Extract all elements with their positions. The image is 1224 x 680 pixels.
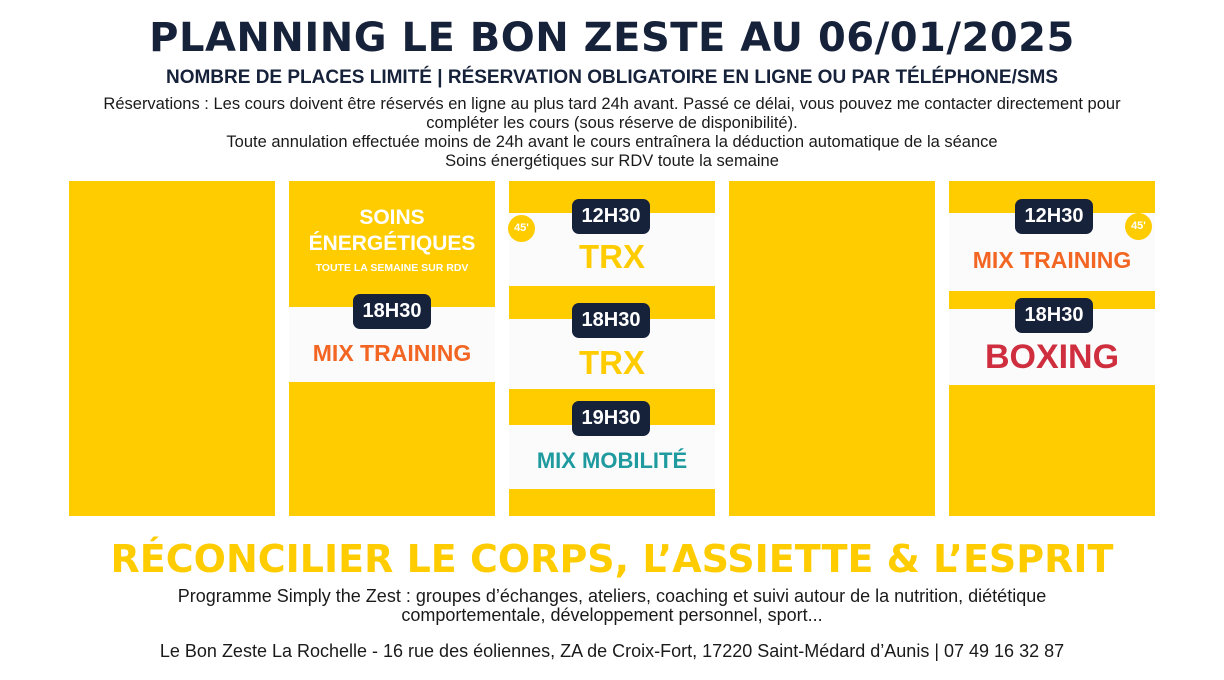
note-line: Toute annulation effectuée moins de 24h avant le cours entraînera la déduction automatique de la séance <box>226 133 998 151</box>
duration-badge: 45' <box>1125 213 1152 240</box>
time-badge: 18H30 <box>353 294 431 329</box>
class-name: MIX TRAINING <box>312 340 472 366</box>
class-name: TRX <box>579 238 645 275</box>
schedule-column-3 <box>509 181 715 516</box>
schedule-column-5 <box>949 181 1155 516</box>
class-name: MIX TRAINING <box>972 247 1132 273</box>
time-badge: 12H30 <box>572 199 650 234</box>
note-line: compléter les cours (sous réserve de disponibilité). <box>426 114 798 132</box>
class-name: MIX MOBILITÉ <box>536 448 688 473</box>
soins-subtitle: TOUTE LA SEMAINE SUR RDV <box>315 262 469 274</box>
note-line: Soins énergétiques sur RDV toute la semaine <box>445 152 779 170</box>
schedule-column-4 <box>729 181 935 516</box>
page-subtitle: NOMBRE DE PLACES LIMITÉ | RÉSERVATION OBLIGATOIRE EN LIGNE OU PAR TÉLÉPHONE/SMS <box>165 67 1059 88</box>
schedule-column-1 <box>69 181 275 516</box>
time-badge: 18H30 <box>1015 298 1093 333</box>
reservation-notes <box>10 95 1214 171</box>
time-badge: 18H30 <box>572 303 650 338</box>
class-name: BOXING <box>984 338 1120 376</box>
duration-badge: 45' <box>508 215 535 242</box>
soins-title: SOINS ÉNERGÉTIQUES <box>308 206 476 255</box>
time-badge: 12H30 <box>1015 199 1093 234</box>
note-line: Réservations : Les cours doivent être réservés en ligne au plus tard 24h avant. Passé ce délai, vous pouvez me contacter directement pour <box>103 95 1121 113</box>
schedule-column-2 <box>289 181 495 516</box>
slogan-headline: RÉCONCILIER LE CORPS, L’ASSIETTE & L’ESPRIT <box>110 537 1114 581</box>
page-title: PLANNING LE BON ZESTE AU 06/01/2025 <box>149 15 1075 61</box>
class-name: TRX <box>579 344 645 381</box>
program-description: Programme Simply the Zest : groupes d’échanges, ateliers, coaching et suivi autour de la nutrition, diététique comportementale, développement personnel, sport... <box>177 586 1047 625</box>
contact-footer: Le Bon Zeste La Rochelle - 16 rue des éoliennes, ZA de Croix-Fort, 17220 Saint-Médard d’Aunis | 07 49 16 32 87 <box>159 641 1065 661</box>
time-badge: 19H30 <box>572 401 650 436</box>
